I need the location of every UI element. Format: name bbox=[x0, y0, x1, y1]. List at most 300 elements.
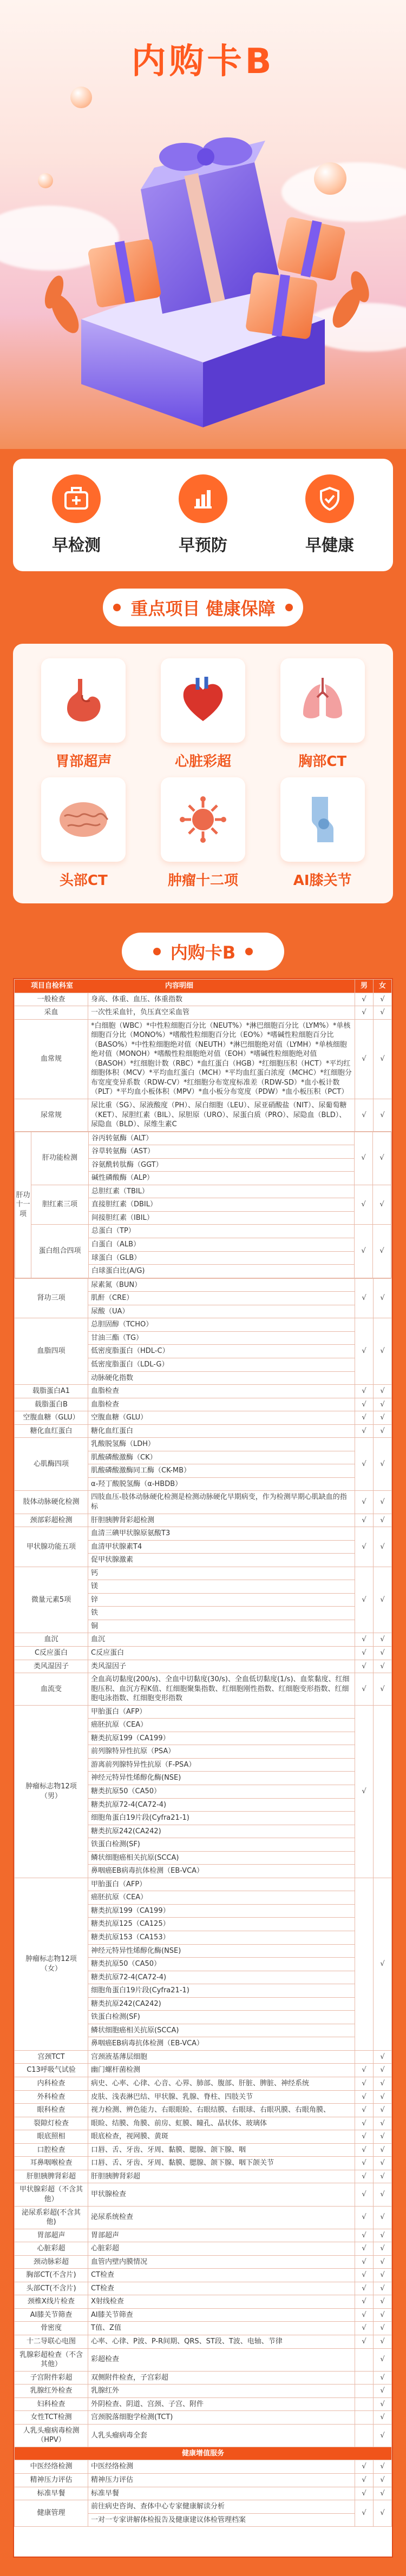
male-check: √ bbox=[355, 2308, 374, 2322]
row-content: 癌胚抗原（CEA） bbox=[88, 1891, 355, 1905]
lungs-icon bbox=[296, 673, 350, 728]
row-content: 口唇、舌、牙齿、牙周、黏膜、腮腺、颌下腺、咽 bbox=[88, 2143, 355, 2157]
row-dept: 甲状腺彩超（不含其他） bbox=[15, 2183, 88, 2206]
key-item-label: 头部CT bbox=[59, 872, 108, 889]
row-content: 间接胆红素（IBIL） bbox=[89, 1211, 355, 1225]
female-check: √ bbox=[374, 2255, 392, 2269]
male-check bbox=[355, 2050, 374, 2064]
male-check: √ bbox=[355, 1673, 374, 1706]
table-row bbox=[15, 1567, 392, 1580]
row-dept: 载脂蛋白A1 bbox=[15, 1385, 88, 1398]
row-content: 彩超检查 bbox=[88, 2348, 355, 2371]
row-dept: 子宫附件彩超 bbox=[15, 2371, 88, 2385]
row-dept: 女性TCT检测 bbox=[15, 2411, 88, 2425]
row-content: 双侧附件检查，子宫彩超 bbox=[88, 2371, 355, 2385]
female-check: √ bbox=[374, 1514, 392, 1527]
male-check: √ bbox=[355, 1278, 374, 1318]
row-content: 促甲状腺激素 bbox=[88, 1554, 355, 1567]
row-content: 肌酸磷酸激酶（CK） bbox=[88, 1451, 355, 1464]
row-dept: 蛋白组合四项 bbox=[31, 1225, 89, 1278]
male-check: √ bbox=[355, 2282, 374, 2295]
female-check: √ bbox=[374, 2064, 392, 2077]
row-dept: 肢体动脉硬化检测 bbox=[15, 1491, 88, 1514]
male-check: √ bbox=[355, 2117, 374, 2130]
row-dept: 眼科检查 bbox=[15, 2104, 88, 2117]
row-content: 标准早餐 bbox=[88, 2487, 355, 2500]
row-content: 乳腺红外 bbox=[88, 2385, 355, 2398]
table-row bbox=[15, 1385, 392, 1398]
female-check: √ bbox=[374, 2308, 392, 2322]
stomach-icon bbox=[56, 673, 110, 728]
male-check: √ bbox=[355, 1491, 374, 1514]
table-row bbox=[15, 2090, 392, 2104]
row-dept: C反应蛋白 bbox=[15, 1646, 88, 1660]
row-content: 甘油三酯（TG） bbox=[88, 1331, 355, 1345]
row-content: 类风湿因子 bbox=[88, 1660, 355, 1673]
row-content: 空腹血糖（GLU） bbox=[88, 1411, 355, 1425]
male-check: √ bbox=[355, 2183, 374, 2206]
row-content: 鳞状细胞癌相关抗原(SCCA) bbox=[88, 2024, 355, 2037]
row-content: 甲状腺检查 bbox=[88, 2183, 355, 2206]
female-check: √ bbox=[374, 2077, 392, 2091]
row-content: X射线检查 bbox=[88, 2295, 355, 2309]
female-check: √ bbox=[374, 2411, 392, 2425]
row-content: 精神压力评估 bbox=[88, 2473, 355, 2487]
feature-label: 早健康 bbox=[305, 536, 354, 555]
row-content: 全血高切黏度(200/s)、全血中切黏度(30/s)、全血低切黏度(1/s)、血浆黏度、红细胞压积、血沉方程K值、红细胞聚集指数、红细胞刚性指数、红细胞变形指数、红细胞电泳指数、红细胞变形指数 bbox=[88, 1673, 355, 1706]
female-check: √ bbox=[374, 993, 392, 1006]
row-content: 肝胆胰脾肾彩超 bbox=[88, 2170, 355, 2183]
table-row bbox=[15, 1225, 391, 1238]
row-dept: 精神压力评估 bbox=[15, 2473, 88, 2487]
row-content: 皮肤、浅表淋巴结、甲状腺、乳腺、脊柱、四肢关节 bbox=[88, 2090, 355, 2104]
table-row bbox=[15, 1660, 392, 1673]
row-dept: 心脏彩超 bbox=[15, 2242, 88, 2256]
table-row bbox=[15, 2242, 392, 2256]
row-dept: AI膝关节筛查 bbox=[15, 2308, 88, 2322]
table-row bbox=[15, 1438, 392, 1451]
row-dept: 肝胆胰脾肾彩超 bbox=[15, 2170, 88, 2183]
male-check: √ bbox=[355, 1514, 374, 1527]
female-check: √ bbox=[373, 1185, 391, 1225]
table-row bbox=[15, 993, 392, 1006]
table-row bbox=[15, 1491, 392, 1514]
male-check: √ bbox=[355, 2335, 374, 2348]
row-dept: 肝功能检测 bbox=[31, 1132, 89, 1185]
table-row bbox=[15, 2460, 392, 2474]
female-check: √ bbox=[374, 2424, 392, 2447]
male-check bbox=[355, 2371, 374, 2385]
female-check: √ bbox=[374, 2206, 392, 2229]
table-row bbox=[15, 2050, 392, 2064]
table-row bbox=[15, 1019, 392, 1099]
male-check bbox=[355, 2385, 374, 2398]
key-item-label: 肿瘤十二项 bbox=[167, 872, 238, 889]
row-content: 铜 bbox=[88, 1620, 355, 1633]
male-check: √ bbox=[355, 2157, 374, 2170]
row-content: 碱性磷酸酶（ALP） bbox=[89, 1172, 355, 1185]
male-check: √ bbox=[355, 2460, 374, 2474]
table-row bbox=[15, 2064, 392, 2077]
row-content: 镁 bbox=[88, 1580, 355, 1594]
row-dept: 空腹血糖（GLU） bbox=[15, 1411, 88, 1425]
table-header-row bbox=[15, 980, 392, 993]
row-dept: 耳鼻咽喉检查 bbox=[15, 2157, 88, 2170]
male-check: √ bbox=[355, 2255, 374, 2269]
row-content: 肌酐（CRE） bbox=[88, 1292, 355, 1305]
row-content: 锌 bbox=[88, 1593, 355, 1607]
bar-chart-icon bbox=[179, 474, 227, 523]
female-check: √ bbox=[374, 2487, 392, 2500]
page-title: 内购卡B bbox=[131, 42, 275, 82]
row-dept: 血流变 bbox=[15, 1673, 88, 1706]
table-row bbox=[15, 2269, 392, 2282]
row-dept: 骨密度 bbox=[15, 2322, 88, 2335]
table-row bbox=[15, 2255, 392, 2269]
female-check bbox=[374, 1705, 392, 1878]
row-content: 幽门螺杆菌检测 bbox=[88, 2064, 355, 2077]
row-dept: 健康管理 bbox=[15, 2500, 88, 2527]
female-check: √ bbox=[374, 2050, 392, 2064]
row-content: 谷丙转氨酶（ALT） bbox=[89, 1132, 355, 1145]
row-content: 游离前列腺特异性抗原（F-PSA） bbox=[88, 1758, 355, 1772]
row-content: 总胆红素（TBIL） bbox=[89, 1185, 355, 1198]
female-check: √ bbox=[374, 1385, 392, 1398]
row-content: 谷草转氨酶（AST） bbox=[89, 1145, 355, 1159]
table-row bbox=[15, 1099, 392, 1132]
header-male: 男 bbox=[355, 980, 374, 993]
table-row bbox=[15, 2308, 392, 2322]
row-dept: 血脂四项 bbox=[15, 1318, 88, 1385]
row-content: 糖类抗原199（CA199） bbox=[88, 1904, 355, 1918]
row-content: 甲胎蛋白（AFP） bbox=[88, 1705, 355, 1719]
row-content: 血清三碘甲状腺原氨酸T3 bbox=[88, 1527, 355, 1541]
male-check: √ bbox=[355, 2229, 374, 2242]
feature-label: 早预防 bbox=[179, 536, 227, 555]
female-check: √ bbox=[373, 1132, 391, 1185]
female-check: √ bbox=[374, 2397, 392, 2411]
row-content: 宫颈液基薄层细胞 bbox=[88, 2050, 355, 2064]
row-dept: 头部CT(不含片) bbox=[15, 2282, 88, 2295]
row-content: 糖类抗原72-4(CA72-4) bbox=[88, 1798, 355, 1812]
table-row bbox=[15, 2104, 392, 2117]
row-content: 糖类抗原125（CA125） bbox=[88, 1918, 355, 1931]
row-content: 肝胆胰脾肾彩超检测 bbox=[88, 1514, 355, 1527]
key-item bbox=[24, 655, 143, 774]
male-check: √ bbox=[355, 2322, 374, 2335]
table-row bbox=[15, 2348, 392, 2371]
feature-early-health bbox=[281, 474, 378, 556]
female-check: √ bbox=[374, 1019, 392, 1099]
key-items-grid bbox=[13, 644, 393, 903]
male-check: √ bbox=[355, 1567, 374, 1633]
row-content: 病史、心率、心律、心音、心界、肺部、腹部、肝脏、脾脏、神经系统 bbox=[88, 2077, 355, 2091]
row-content: 血清甲状腺素T4 bbox=[88, 1540, 355, 1554]
section-heading-table bbox=[122, 933, 284, 970]
row-dept: 颈部彩超检测 bbox=[15, 1514, 88, 1527]
table-row bbox=[15, 1705, 392, 1719]
row-dept: 肾功三项 bbox=[15, 1278, 88, 1318]
male-check bbox=[355, 1878, 374, 2050]
row-content: CT检查 bbox=[88, 2282, 355, 2295]
row-dept: 血沉 bbox=[15, 1633, 88, 1647]
male-check: √ bbox=[355, 2242, 374, 2256]
row-dept: 乳腺红外检查 bbox=[15, 2385, 88, 2398]
table-row bbox=[15, 1185, 391, 1198]
male-check bbox=[355, 2397, 374, 2411]
female-check: √ bbox=[374, 1398, 392, 1411]
row-dept: 人乳头瘤病毒检测（HPV） bbox=[15, 2424, 88, 2447]
dot-icon bbox=[285, 604, 293, 611]
feature-panel bbox=[13, 459, 393, 571]
female-check: √ bbox=[373, 1225, 391, 1278]
table-row bbox=[15, 2077, 392, 2091]
row-content: 白球蛋白比(A/G) bbox=[89, 1265, 355, 1278]
row-content: 鼻咽癌EB病毒抗体检测（EB-VCA） bbox=[88, 2037, 355, 2051]
heart-icon bbox=[176, 673, 230, 728]
male-check: √ bbox=[355, 1385, 374, 1398]
female-check: √ bbox=[374, 1099, 392, 1132]
key-item bbox=[24, 774, 143, 893]
key-item-label: 心脏彩超 bbox=[174, 753, 231, 770]
female-check: √ bbox=[374, 2090, 392, 2104]
row-content: 白蛋白（ALB） bbox=[89, 1238, 355, 1252]
row-content: *白细胞（WBC）*中性粒细胞百分比（NEUT%）*淋巴细胞百分比（LYM%）*单核细胞百分比（MONO%）*嗜酸性粒细胞百分比（EO%）*嗜碱性粒细胞百分比（BASO%）*中性粒细胞绝对值（NEUTH）*淋巴细胞绝对值（LYMH）*单核细胞绝对值（MONOH）*嗜酸性粒细胞绝对值（EOH）*嗜碱性粒细胞绝对值（BASOH）*红细胞计数（RBC）*血红蛋白（HGB）*红细胞压积（HCT）*平均红细胞体积（MCV）*平均血红蛋白（MCH）*平均血红蛋白浓度（MCHC）*红细胞分布宽度变异系数（RDW-CV）*红细胞分布宽度标准差（RDW-SD）*血小板计数（PLT）*平均血小板体积（MPV）*血小板分布宽度（PDW）*血小板压积（PCT） bbox=[88, 1019, 355, 1099]
row-dept: 乳腺彩超检查（不含其他） bbox=[15, 2348, 88, 2371]
row-content: 尿素氮（BUN） bbox=[88, 1278, 355, 1292]
feature-label: 早检测 bbox=[52, 536, 101, 555]
row-dept: 中医经络检测 bbox=[15, 2460, 88, 2474]
table-row bbox=[15, 1278, 392, 1292]
row-content: 眼底检查，视网膜、黄斑 bbox=[88, 2130, 355, 2144]
brain-icon bbox=[54, 792, 113, 847]
male-check: √ bbox=[355, 2473, 374, 2487]
row-content: 前列腺特异性抗原（PSA） bbox=[88, 1745, 355, 1759]
liver-block-row bbox=[15, 1131, 392, 1278]
female-check: √ bbox=[374, 1438, 392, 1491]
male-check bbox=[355, 2411, 374, 2425]
row-content: 乳酸脱氢酶（LDH） bbox=[88, 1438, 355, 1451]
table-row bbox=[15, 2424, 392, 2447]
male-check: √ bbox=[355, 1646, 374, 1660]
male-check: √ bbox=[355, 2170, 374, 2183]
table-row bbox=[15, 2143, 392, 2157]
male-check: √ bbox=[355, 1019, 374, 1099]
feature-early-detect bbox=[28, 474, 125, 556]
table-row bbox=[15, 2229, 392, 2242]
row-dept: C13呼吸气试验 bbox=[15, 2064, 88, 2077]
row-content: 直接胆红素（DBIL） bbox=[89, 1198, 355, 1212]
male-check: √ bbox=[355, 1225, 373, 1278]
table-row bbox=[15, 1646, 392, 1660]
female-check: √ bbox=[374, 2500, 392, 2527]
row-dept: 类风湿因子 bbox=[15, 1660, 88, 1673]
row-content: 胃部超声 bbox=[88, 2229, 355, 2242]
female-check: √ bbox=[374, 1660, 392, 1673]
row-content: 糖类抗原242(CA242) bbox=[88, 1825, 355, 1838]
row-dept: 胆红素三项 bbox=[31, 1185, 89, 1225]
tumor-icon bbox=[176, 792, 230, 847]
male-check: √ bbox=[355, 1660, 374, 1673]
row-content: 泌尿系统检查 bbox=[88, 2206, 355, 2229]
male-check: √ bbox=[355, 2206, 374, 2229]
table-row bbox=[15, 2117, 392, 2130]
female-check: √ bbox=[374, 2157, 392, 2170]
male-check: √ bbox=[355, 1132, 373, 1185]
female-check: √ bbox=[374, 2282, 392, 2295]
table-row bbox=[15, 1424, 392, 1438]
female-check: √ bbox=[374, 1673, 392, 1706]
row-dept: 载脂蛋白B bbox=[15, 1398, 88, 1411]
row-content: 前往病史咨询、查体中心专家健康解读分析 bbox=[88, 2500, 355, 2514]
row-content: 尿酸（UA） bbox=[88, 1305, 355, 1318]
table-row bbox=[15, 2473, 392, 2487]
male-check bbox=[355, 2424, 374, 2447]
key-item-label: AI膝关节 bbox=[293, 872, 352, 889]
table-row bbox=[15, 1527, 392, 1541]
knee-icon bbox=[296, 792, 350, 847]
row-dept: 糖化血红蛋白 bbox=[15, 1424, 88, 1438]
male-check: √ bbox=[355, 1185, 373, 1225]
table-row bbox=[15, 1318, 392, 1332]
table-row bbox=[15, 2335, 392, 2348]
row-content: 神经元特异性烯醇化酶(NSE) bbox=[88, 1772, 355, 1785]
row-content: 血脂检查 bbox=[88, 1385, 355, 1398]
key-item bbox=[143, 774, 263, 893]
female-check: √ bbox=[374, 2229, 392, 2242]
table-row bbox=[15, 1398, 392, 1411]
table-row bbox=[15, 1132, 391, 1145]
male-check: √ bbox=[355, 993, 374, 1006]
row-content: 血脂检查 bbox=[88, 1398, 355, 1411]
row-dept: 心肌酶四项 bbox=[15, 1438, 88, 1491]
key-item bbox=[143, 655, 263, 774]
female-check: √ bbox=[374, 2269, 392, 2282]
row-content: 血管内壁内膜情况 bbox=[88, 2255, 355, 2269]
key-item-label: 胃部超声 bbox=[55, 753, 112, 770]
table-row bbox=[15, 1673, 392, 1706]
female-check: √ bbox=[374, 2295, 392, 2309]
row-content: 视力检测、辨色能力、右眼眼睑、右眼结膜、右眼球、右眼巩膜、右眼角膜、 bbox=[88, 2104, 355, 2117]
row-content: 中医经络检测 bbox=[88, 2460, 355, 2474]
row-dept: 肿瘤标志物12项（男） bbox=[15, 1705, 88, 1878]
table-row bbox=[15, 2183, 392, 2206]
row-dept: 胃部超声 bbox=[15, 2229, 88, 2242]
row-content: 谷氨酰转肽酶（GGT） bbox=[89, 1158, 355, 1172]
male-check: √ bbox=[355, 1006, 374, 1020]
female-check: √ bbox=[374, 1646, 392, 1660]
row-dept: 外科检查 bbox=[15, 2090, 88, 2104]
table-row bbox=[15, 2130, 392, 2144]
female-check: √ bbox=[374, 2117, 392, 2130]
row-content: 铁 bbox=[88, 1607, 355, 1620]
table-row bbox=[15, 2487, 392, 2500]
table-row bbox=[15, 2371, 392, 2385]
row-content: 肌酸磷酸激酶同工酶（CK-MB） bbox=[88, 1464, 355, 1478]
row-dept: 胸部CT(不含片) bbox=[15, 2269, 88, 2282]
table-row bbox=[15, 2295, 392, 2309]
female-check: √ bbox=[374, 1527, 392, 1567]
row-dept: 十二导联心电图 bbox=[15, 2335, 88, 2348]
row-content: CT检查 bbox=[88, 2269, 355, 2282]
dot-icon bbox=[153, 948, 161, 955]
male-check: √ bbox=[355, 2487, 374, 2500]
female-check: √ bbox=[374, 1567, 392, 1633]
table-row bbox=[15, 2447, 392, 2460]
male-check: √ bbox=[355, 1411, 374, 1425]
row-dept: 尿常规 bbox=[15, 1099, 88, 1132]
female-check: √ bbox=[374, 1318, 392, 1385]
table-row bbox=[15, 2411, 392, 2425]
gift-podium-illustration bbox=[0, 81, 406, 449]
table-row bbox=[15, 1514, 392, 1527]
row-content: 糖类抗原50（CA50） bbox=[88, 1785, 355, 1799]
row-dept: 血常规 bbox=[15, 1019, 88, 1099]
male-check: √ bbox=[355, 2090, 374, 2104]
female-check: √ bbox=[374, 2460, 392, 2474]
key-item-label: 胸部CT bbox=[298, 753, 347, 770]
row-content: 低密度脂蛋白（HDL-C） bbox=[88, 1345, 355, 1358]
row-content: 钙 bbox=[88, 1567, 355, 1580]
row-dept: 标准早餐 bbox=[15, 2487, 88, 2500]
table-row bbox=[15, 2170, 392, 2183]
female-check: √ bbox=[374, 2143, 392, 2157]
table-row bbox=[15, 1878, 392, 1891]
female-check: √ bbox=[374, 2170, 392, 2183]
row-content: 球蛋白（GLB） bbox=[89, 1251, 355, 1265]
group-label: 肝功十一项 bbox=[15, 1132, 31, 1278]
exam-table-container bbox=[13, 978, 393, 2558]
male-check: √ bbox=[355, 2269, 374, 2282]
female-check: √ bbox=[374, 1878, 392, 2050]
key-item bbox=[263, 655, 382, 774]
table-row bbox=[15, 2397, 392, 2411]
exam-table bbox=[14, 979, 392, 2527]
female-check: √ bbox=[374, 1633, 392, 1647]
row-dept: 内科检查 bbox=[15, 2077, 88, 2091]
row-content: 低密度脂蛋白（LDL-G） bbox=[88, 1358, 355, 1371]
row-content: 心脏彩超 bbox=[88, 2242, 355, 2256]
row-content: 总蛋白（TP） bbox=[89, 1225, 355, 1238]
female-check: √ bbox=[374, 1491, 392, 1514]
table-row bbox=[15, 2385, 392, 2398]
female-check: √ bbox=[374, 2385, 392, 2398]
male-check: √ bbox=[355, 2500, 374, 2527]
row-dept: 甲状腺功能五项 bbox=[15, 1527, 88, 1567]
row-content: 糖类抗原50（CA50） bbox=[88, 1958, 355, 1971]
row-content: 四肢血压-肢体动脉硬化检测是检测动脉硬化早期病变，作为检测早期心肌缺血的指标 bbox=[88, 1491, 355, 1514]
row-content: 细胞角蛋白19片段(Cyfra21-1) bbox=[88, 1812, 355, 1825]
row-content: 一次性采血针，负压真空采血管 bbox=[88, 1006, 355, 1020]
row-dept: 肿瘤标志物12项（女） bbox=[15, 1878, 88, 2050]
row-dept: 颈动脉彩超 bbox=[15, 2255, 88, 2269]
female-check: √ bbox=[374, 2130, 392, 2144]
female-check: √ bbox=[374, 2473, 392, 2487]
female-check: √ bbox=[374, 2242, 392, 2256]
header-female: 女 bbox=[374, 980, 392, 993]
male-check: √ bbox=[355, 1633, 374, 1647]
hero-banner bbox=[0, 0, 406, 449]
table-row bbox=[15, 2157, 392, 2170]
female-check: √ bbox=[374, 2183, 392, 2206]
row-content: 动脉硬化指数 bbox=[88, 1371, 355, 1385]
row-content: 癌胚抗原（CEA） bbox=[88, 1719, 355, 1732]
row-content: 糖化血红蛋白 bbox=[88, 1424, 355, 1438]
female-check: √ bbox=[374, 1278, 392, 1318]
row-content: 口唇、舌、牙齿、牙周、黏膜、腮腺、颌下腺、咽下颌关节 bbox=[88, 2157, 355, 2170]
row-content: 甲胎蛋白（AFP） bbox=[88, 1878, 355, 1891]
row-content: 糖类抗原72-4(CA72-4) bbox=[88, 1971, 355, 1984]
